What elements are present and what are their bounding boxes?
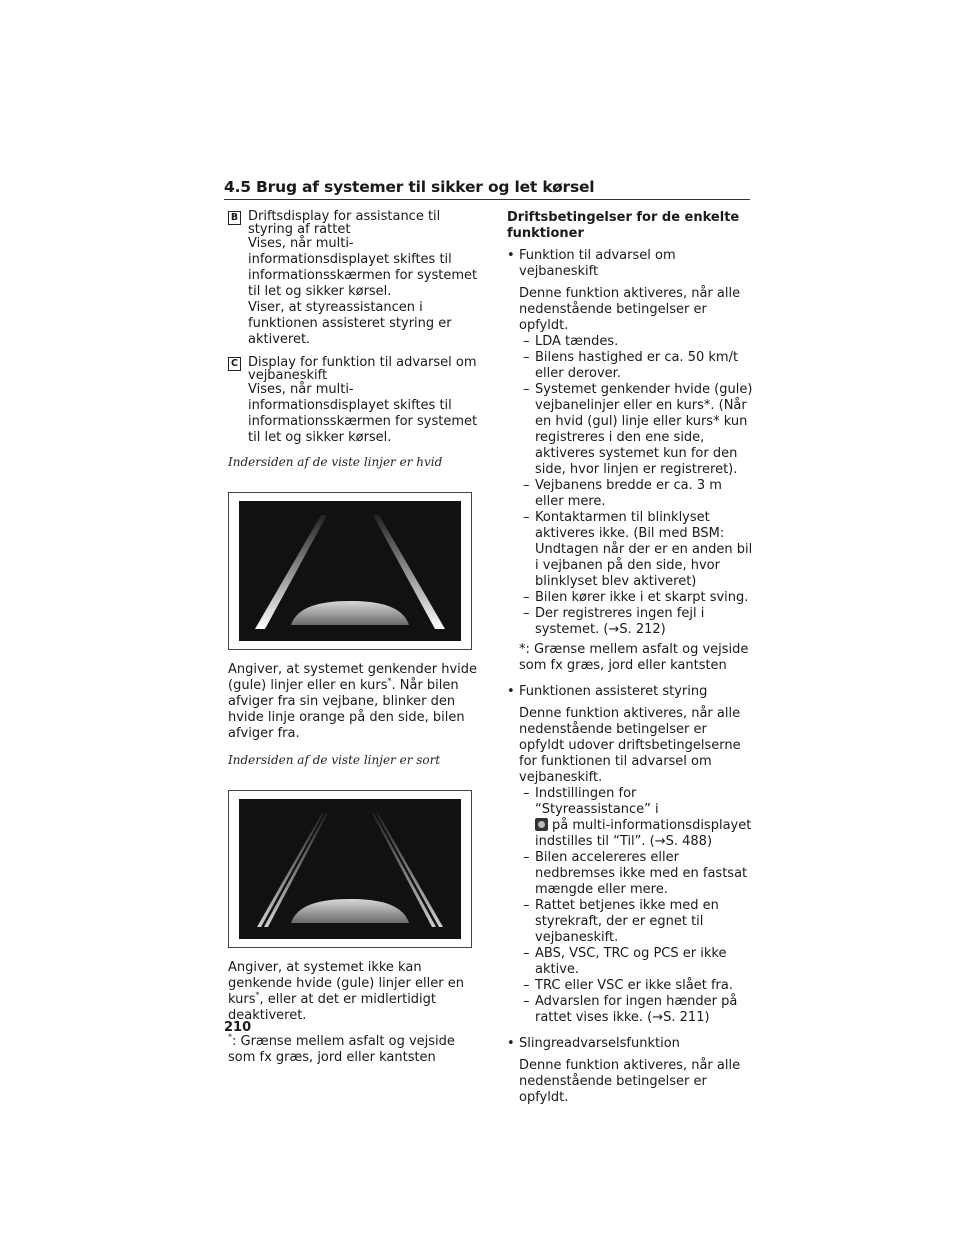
left-column bbox=[228, 210, 478, 1066]
figure-black-lines bbox=[228, 790, 472, 948]
bullet-label: Funktion til advarsel om vejbaneskift bbox=[519, 248, 676, 279]
bullet-label: Slingreadvarselsfunktion bbox=[519, 1036, 680, 1051]
list-item: – Rattet betjenes ikke med en styrekraft, der er egnet til vejbaneskift. bbox=[507, 898, 753, 946]
figure-white-lines bbox=[228, 492, 472, 650]
bullet-intro: Denne funktion aktiveres, når alle nedenstående betingelser er opfyldt. bbox=[519, 286, 741, 333]
para-black-lines: Angiver, at systemet ikke kan genkende hvide (gule) linjer eller en kurs*, eller at det er midlertidigt deaktiveret. bbox=[228, 960, 464, 1023]
bullet-intro: Denne funktion aktiveres, når alle nedenstående betingelser er opfyldt udover driftsbetingelserne for funktionen til advarsel om vejbaneskift. bbox=[519, 706, 741, 785]
list-item: – Bilens hastighed er ca. 50 km/t eller derover. bbox=[507, 350, 753, 382]
list-item: – Indstillingen for “Styreassistance” i på multi-informationsdisplayet indstilles til “Til”. (→S. 488) bbox=[507, 786, 753, 850]
lane-display-white-illustration bbox=[239, 501, 461, 641]
bullet-steering-assist bbox=[507, 684, 753, 700]
header-divider bbox=[224, 199, 750, 200]
list-item: – Advarslen for ingen hænder på rattet vises ikke. (→S. 211) bbox=[507, 994, 753, 1026]
footnote-left: *: Grænse mellem asfalt og vejside som fx græs, jord eller kantsten bbox=[228, 1032, 455, 1065]
item-b-title: Driftsdisplay for assistance til styring af rattet bbox=[248, 209, 441, 237]
list-item: – Der registreres ingen fejl i systemet. (→S. 212) bbox=[507, 606, 753, 638]
condition-list-2 bbox=[507, 786, 753, 1026]
item-c bbox=[228, 356, 478, 446]
footnote-right: *: Grænse mellem asfalt og vejside som fx græs, jord eller kantsten bbox=[519, 642, 749, 673]
caption-white-lines: Indersiden af de viste linjer er hvid bbox=[228, 455, 443, 469]
item-c-title: Display for funktion til advarsel om vejbaneskift bbox=[248, 355, 477, 383]
bullet-lane-departure bbox=[507, 248, 753, 280]
badge-b: B bbox=[228, 211, 241, 225]
bullet-intro: Denne funktion aktiveres, når alle nedenstående betingelser er opfyldt. bbox=[519, 1058, 741, 1105]
list-item: – TRC eller VSC er ikke slået fra. bbox=[507, 978, 753, 994]
item-b-body2: Viser, at styreassistancen i funktionen assisteret styring er aktiveret. bbox=[248, 300, 452, 347]
page-number: 210 bbox=[224, 1020, 252, 1035]
list-item: – Bilen accelereres eller nedbremses ikke med en fastsat mængde eller mere. bbox=[507, 850, 753, 898]
bullet-sway-warning bbox=[507, 1036, 753, 1052]
list-item: – Kontaktarmen til blinklyset aktiveres ikke. (Bil med BSM: Undtagen når der er en anden bil i vejbanen på den side, hvor blinklyset blev aktiveret) bbox=[507, 510, 753, 590]
right-column bbox=[507, 210, 753, 1106]
bullet-label: Funktionen assisteret styring bbox=[519, 684, 708, 699]
list-item: – Systemet genkender hvide (gule) vejbanelinjer eller en kurs*. (Når en hvid (gul) linje eller kurs* kun registreres i den ene side, aktiveres systemet kun for den side, hvor linjen er registreret). bbox=[507, 382, 753, 478]
list-item: – LDA tændes. bbox=[507, 334, 753, 350]
caption-black-lines: Indersiden af de viste linjer er sort bbox=[228, 753, 441, 767]
item-b-body1: Vises, når multi-informationsdisplayet skiftes til informationsskærmen for systemet til let og sikker kørsel. bbox=[248, 236, 478, 299]
badge-c: C bbox=[228, 357, 241, 371]
settings-gear-icon bbox=[535, 818, 548, 831]
item-b bbox=[228, 210, 478, 348]
list-item: – ABS, VSC, TRC og PCS er ikke aktive. bbox=[507, 946, 753, 978]
list-item: – Bilen kører ikke i et skarpt sving. bbox=[507, 590, 753, 606]
para-white-lines: Angiver, at systemet genkender hvide (gule) linjer eller en kurs*. Når bilen afviger fra sin vejbane, blinker den hvide linje orange på den side, bilen afviger fra. bbox=[228, 662, 478, 741]
list-item: – Vejbanens bredde er ca. 3 m eller mere. bbox=[507, 478, 753, 510]
section-title: Driftsbetingelser for de enkelte funktioner bbox=[507, 210, 740, 241]
condition-list-1 bbox=[507, 334, 753, 638]
lane-display-black-illustration bbox=[239, 799, 461, 939]
item-c-body1: Vises, når multi-informationsdisplayet skiftes til informationsskærmen for systemet til let og sikker kørsel. bbox=[248, 382, 478, 445]
chapter-header: 4.5 Brug af systemer til sikker og let kørsel bbox=[224, 178, 595, 196]
